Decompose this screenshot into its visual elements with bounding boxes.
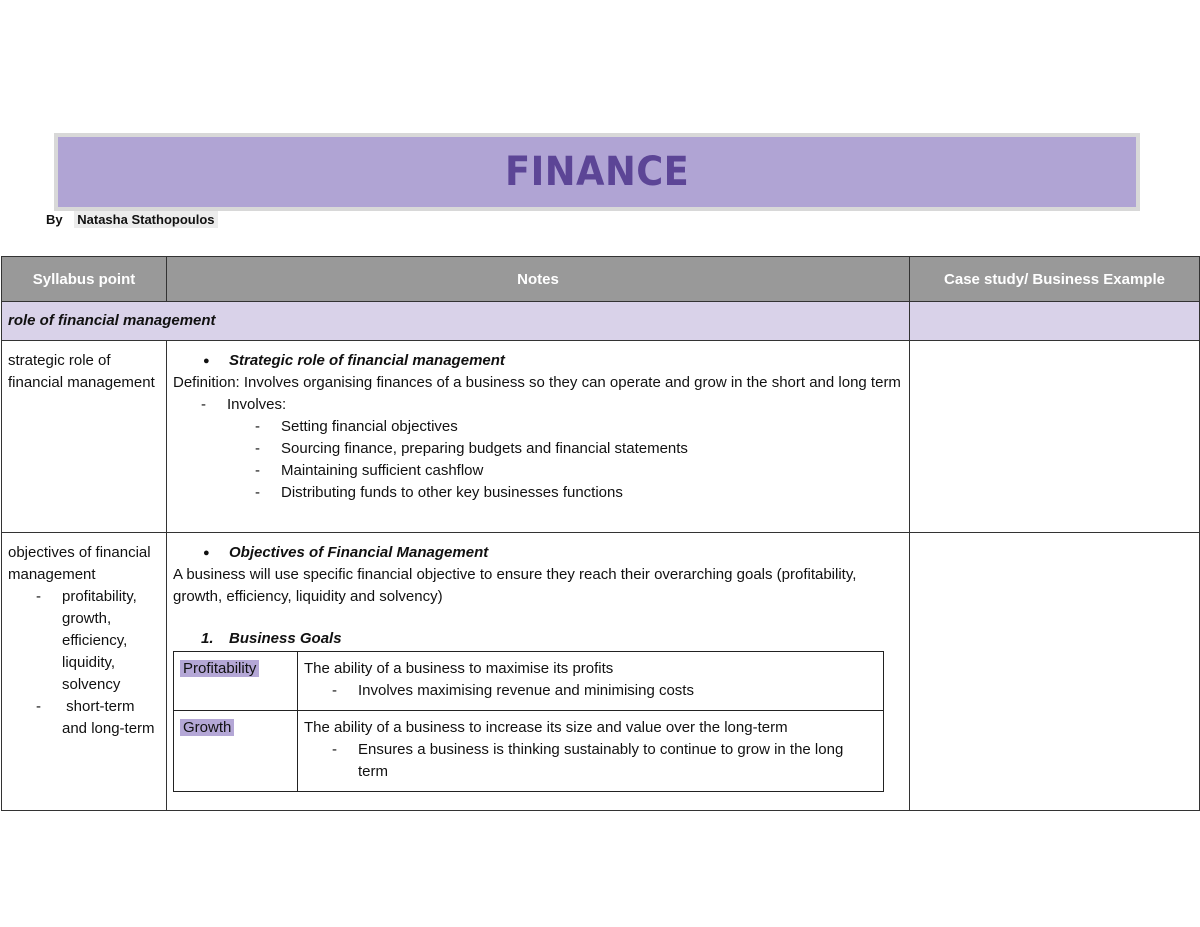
syllabus-cell xyxy=(2,533,167,811)
column-header-case-study: Case study/ Business Example xyxy=(910,257,1200,302)
table-header-row xyxy=(2,257,1200,302)
list-item xyxy=(8,696,160,740)
notes-cell xyxy=(167,533,910,811)
numbered-heading-text: Business Goals xyxy=(229,630,342,647)
author-name: Natasha Stathopoulos xyxy=(74,211,217,228)
table-row xyxy=(174,711,884,792)
bullet-heading xyxy=(173,542,903,564)
goal-desc-cell xyxy=(298,652,884,711)
list-item: - Setting financial objectives xyxy=(255,418,458,435)
goal-desc-cell xyxy=(298,711,884,792)
list-item: - Maintaining sufficient cashflow xyxy=(255,462,484,479)
bullet-heading xyxy=(173,350,903,372)
notes-table xyxy=(1,256,1200,811)
section-empty-cell xyxy=(910,302,1200,341)
list-item-text: Ensures a business is thinking sustainably to continue to grow in the long term xyxy=(358,741,844,780)
goal-description: The ability of a business to maximise its profits xyxy=(304,660,614,677)
syllabus-point: objectives of financial management xyxy=(8,544,151,583)
bullet-icon: ● xyxy=(203,355,210,367)
list-item: - Sourcing finance, preparing budgets and financial statements xyxy=(255,440,688,457)
by-label: By xyxy=(46,212,63,227)
table-row xyxy=(2,341,1200,533)
column-header-syllabus: Syllabus point xyxy=(2,257,167,302)
list-item xyxy=(304,739,877,783)
list-item-text: short-term and long-term xyxy=(62,698,155,737)
list-item: - Distributing funds to other key businesses functions xyxy=(255,484,623,501)
list-item xyxy=(304,680,877,702)
goal-label-cell xyxy=(174,652,298,711)
notes-cell xyxy=(167,341,910,533)
numbered-heading xyxy=(173,628,903,650)
definition-text: Definition: Involves organising finances of a business so they can operate and grow in the short and long term xyxy=(173,374,901,391)
list-item-text: Setting financial objectives xyxy=(281,418,458,435)
dash-icon: - xyxy=(36,588,41,605)
numbered-heading-number: 1. xyxy=(201,630,214,647)
intro-text: A business will use specific financial objective to ensure they reach their overarching goals (profitability, growth, efficiency, liquidity and solvency) xyxy=(173,566,857,605)
case-study-cell xyxy=(910,341,1200,533)
dash-icon: - xyxy=(332,682,337,699)
list-item-text: Distributing funds to other key businesses functions xyxy=(281,484,623,501)
section-title-cell xyxy=(2,302,910,341)
title-banner xyxy=(54,133,1140,211)
case-study-cell xyxy=(910,533,1200,811)
list-item-text: Sourcing finance, preparing budgets and financial statements xyxy=(281,440,688,457)
list-item-text: Involves maximising revenue and minimising costs xyxy=(358,682,694,699)
list-item xyxy=(8,586,160,696)
section-title: role of financial management xyxy=(8,312,216,329)
business-goals-table xyxy=(173,651,884,792)
syllabus-cell xyxy=(2,341,167,533)
goal-label-cell xyxy=(174,711,298,792)
goal-description: The ability of a business to increase its size and value over the long-term xyxy=(304,719,788,736)
column-header-notes: Notes xyxy=(167,257,910,302)
goal-label: Profitability xyxy=(180,660,259,677)
dash-icon: - xyxy=(36,698,41,715)
list-item: - Involves: xyxy=(201,396,287,413)
byline xyxy=(46,212,218,227)
table-row xyxy=(174,652,884,711)
table-row xyxy=(2,533,1200,811)
bullet-heading-text: Strategic role of financial management xyxy=(229,352,505,369)
bullet-heading-text: Objectives of Financial Management xyxy=(229,544,489,561)
document-title: FINANCE xyxy=(504,149,690,195)
bullet-icon: ● xyxy=(203,547,210,559)
syllabus-point: strategic role of financial management xyxy=(8,352,155,391)
goal-label: Growth xyxy=(180,719,234,736)
list-item-text: profitability, growth, efficiency, liquidity, solvency xyxy=(62,588,137,693)
dash-icon: - xyxy=(332,741,337,758)
section-row xyxy=(2,302,1200,341)
list-item-text: Involves: xyxy=(227,396,287,413)
syllabus-sublist xyxy=(8,586,160,740)
list-item-text: Maintaining sufficient cashflow xyxy=(281,462,484,479)
